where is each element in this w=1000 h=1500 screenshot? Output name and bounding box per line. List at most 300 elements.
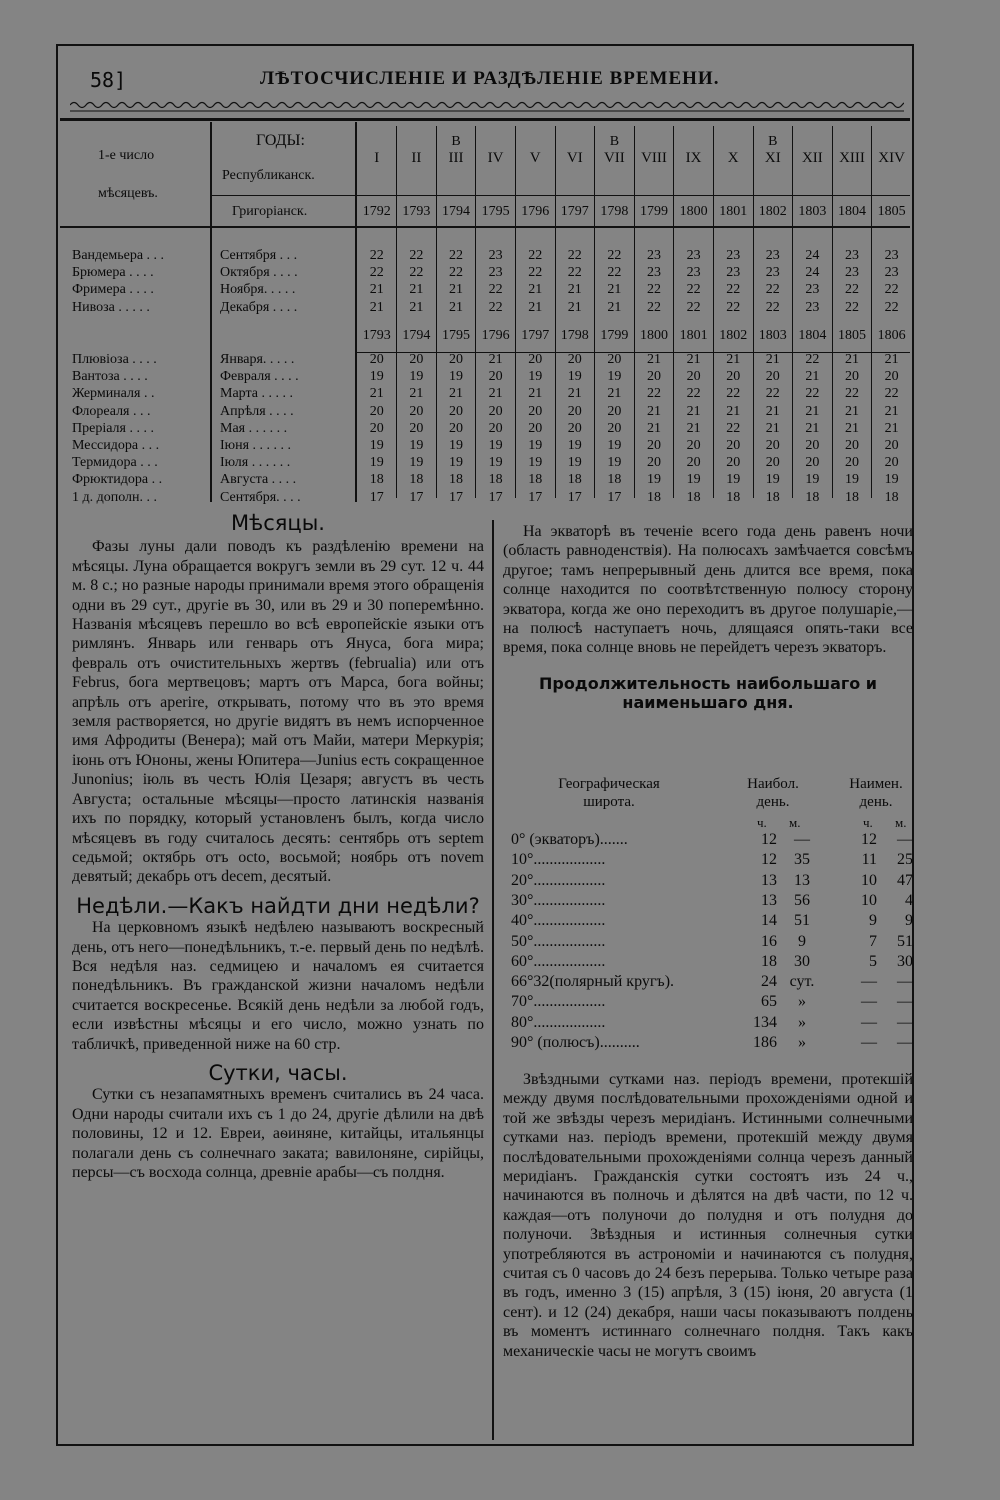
equator-paragraph: На экваторѣ въ теченіе всего года день равенъ ночи (область равноденствія). На полюсахъ замѣчается совсѣмъ другое; тамъ непрерывный день длится все время, пока солнце находится по соотвѣтственную полюсу сторону экватора, когда же оно переходитъ въ другое полушаріе,—на полюсѣ наступаетъ ночь, длящаяся опять-таки все время, пока солнце вновь не перейдетъ черезъ экваторъ. [503,523,913,657]
roman-numeral: X [727,150,739,166]
lower-date-cell: 20 [646,369,661,385]
lower-gregorian-month: Іюля . . . . . . [220,455,291,471]
lower-date-cell: 19 [369,438,384,453]
lower-date-cell: 19 [765,472,780,488]
upper-date-cell: 23 [488,248,503,263]
upper-date-cell: 23 [726,248,741,263]
year-a: 1795 [481,204,510,219]
upper-date-cell: 23 [844,248,859,263]
year-a: 1802 [758,204,787,219]
lower-date-cell: 17 [607,489,622,505]
lower-republican-month: Вантоза . . . . [72,369,148,385]
lower-date-cell: 17 [567,489,582,505]
year-a: 1799 [639,204,668,219]
lower-date-cell: 20 [686,369,701,385]
upper-gregorian-month: Ноября. . . . . [220,282,296,298]
roman-numeral: II [411,150,422,166]
lower-date-cell: 20 [369,403,384,419]
lower-date-cell: 19 [448,438,463,453]
lower-date-cell: 20 [488,403,503,419]
year-b: 1793 [362,328,391,343]
max-hours-cell: 13 [761,891,777,909]
lower-date-cell: 19 [409,455,424,471]
lower-date-cell: 20 [646,438,661,453]
right-column-top [503,522,913,712]
min-hours-cell: — [861,1013,877,1031]
upper-date-cell: 21 [409,299,424,315]
max-hours-cell: 18 [761,952,777,970]
lower-gregorian-month: Марта . . . . . [220,386,293,402]
upper-date-cell: 23 [884,265,899,281]
max-hours-cell: 16 [761,932,777,950]
lower-date-cell: 19 [448,369,463,385]
unit-hours-max: ч. [757,815,767,830]
lat-col-header: Географическая широта. [558,776,660,810]
lower-date-cell: 21 [686,403,701,419]
max-minutes-cell: » [798,1034,806,1051]
upper-date-cell: 22 [488,282,503,298]
lower-gregorian-month: Апрѣля . . . . [220,403,294,419]
lower-date-cell: 21 [488,386,503,402]
max-hours-cell: 12 [761,851,777,869]
lower-gregorian-month: Августа . . . . [220,472,297,488]
year-a: 1805 [877,204,906,219]
upper-date-cell: 23 [488,265,503,281]
max-hours-cell: 186 [753,1034,777,1051]
year-a: 1800 [679,204,708,219]
upper-date-cell: 22 [726,299,741,315]
column-divider [492,520,494,1440]
lower-date-cell: 20 [765,369,780,385]
min-hours-cell: — [861,1034,877,1051]
max-minutes-cell: сут. [789,973,815,991]
republican-label: Республиканск. [222,168,315,183]
lat-cell: 60°.................. [511,952,606,970]
weeks-paragraph: На церковномъ языкѣ недѣлею называютъ воскресный день, отъ него—понедѣльникъ, т.-е. первый день по недѣлѣ. Вся недѣля наз. седмицею и началомъ ея считается понедѣльникъ. Въ гражданской жизни началомъ недѣли считается воскресенье. Всякій день недѣли за любой годъ, если извѣстны мѣсяцы и его число, можно узнать по табличкѣ, приведенной ниже на 60 стр. [72,919,484,1053]
lower-date-cell: 20 [884,369,899,385]
min-minutes-cell: — [897,1013,913,1031]
daylength-table [503,775,913,1065]
year-a: 1793 [402,204,431,219]
min-col-header: Наимен. день. [849,776,903,810]
upper-date-cell: 23 [726,265,741,281]
lower-date-cell: 19 [448,455,463,471]
max-minutes-cell: 56 [794,891,810,909]
upper-date-cell: 22 [686,299,701,315]
lower-date-cell: 21 [884,403,899,419]
min-hours-cell: 9 [869,912,877,930]
min-minutes-cell: 51 [897,932,913,950]
unit-minutes-max: м. [789,815,801,830]
min-hours-cell: — [861,993,877,1011]
lower-date-cell: 18 [567,472,582,488]
lower-gregorian-month: Сентября. . . . [220,489,301,505]
gregorian-label: Григоріанск. [232,204,308,219]
upper-date-cell: 22 [844,299,859,315]
lower-date-cell: 20 [844,438,859,453]
lower-date-cell: 21 [567,386,582,402]
lower-date-cell: 18 [448,472,463,488]
upper-date-cell: 22 [369,265,384,281]
upper-date-cell: 21 [567,299,582,315]
months-heading: Мѣсяцы. [231,511,325,535]
upper-gregorian-month: Октября . . . . [220,265,298,281]
lower-republican-month: Фрюктидора . . [72,472,163,488]
lower-date-cell: 17 [409,489,424,505]
upper-date-cell: 22 [607,265,622,281]
lower-date-cell: 20 [488,369,503,385]
running-title: ЛѢТОСЧИСЛЕНІЕ И РАЗДѢЛЕНІЕ ВРЕМЕНИ. [260,68,720,89]
lat-cell: 40°.................. [511,912,606,930]
max-minutes-cell: — [794,831,810,848]
year-b: 1803 [758,328,787,343]
upper-date-cell: 22 [448,265,463,281]
upper-date-cell: 23 [805,282,820,298]
lower-date-cell: 20 [448,403,463,419]
lower-date-cell: 20 [369,420,384,436]
upper-date-cell: 22 [765,299,780,315]
lower-republican-month: 1 д. дополн. . . [72,489,158,505]
lower-date-cell: 18 [765,489,780,505]
lower-date-cell: 20 [448,352,463,367]
roman-numeral: I [374,150,380,166]
lower-date-cell: 17 [448,489,463,505]
min-minutes-cell: 25 [897,851,913,869]
year-a: 1798 [600,204,629,219]
lower-date-cell: 22 [726,386,741,402]
lat-cell: 66°32(полярный кругъ). [511,973,675,991]
upper-date-cell: 22 [409,265,424,281]
year-b: 1797 [521,328,550,343]
upper-date-cell: 21 [607,299,622,315]
lower-date-cell: 20 [528,403,543,419]
lower-date-cell: 19 [567,455,582,471]
corner-label-2: мѣсяцевъ. [98,186,158,201]
upper-date-cell: 22 [567,248,582,263]
max-minutes-cell: 13 [794,871,810,889]
lower-date-cell: 21 [884,420,899,436]
year-b: 1795 [441,328,470,343]
year-b: 1796 [481,328,510,343]
min-hours-cell: 10 [861,871,877,889]
table-divider-1 [210,122,212,502]
lower-date-cell: 18 [369,472,384,488]
roman-numeral: VI [566,150,583,166]
lower-date-cell: 20 [409,352,424,367]
years-label: ГОДЫ: [256,132,305,149]
lat-cell: 0° (экваторъ)....... [511,831,628,848]
lower-date-cell: 20 [765,455,780,471]
header-rule [60,226,910,228]
lower-republican-month: Преріаля . . . . [72,420,154,436]
upper-gregorian-month: Сентября . . . [220,248,298,263]
lower-date-cell: 20 [805,455,820,471]
daylength-heading: Продолжительность наибольшаго и наименьшаго дня. [538,673,878,712]
year-b: 1802 [719,328,748,343]
lower-date-cell: 20 [488,420,503,436]
lower-date-cell: 20 [646,455,661,471]
lower-date-cell: 19 [884,472,899,488]
left-column [72,511,484,1182]
year-a: 1801 [719,204,748,219]
lower-date-cell: 18 [884,489,899,505]
lower-date-cell: 20 [409,420,424,436]
lower-date-cell: 21 [765,420,780,436]
max-minutes-cell: 35 [794,851,810,869]
lower-date-cell: 22 [765,386,780,402]
lower-date-cell: 19 [646,472,661,488]
lower-date-cell: 21 [884,352,899,367]
lower-date-cell: 20 [726,369,741,385]
year-b: 1799 [600,328,629,343]
lower-date-cell: 19 [844,472,859,488]
max-hours-cell: 65 [761,993,777,1011]
lower-date-cell: 19 [409,369,424,385]
lower-date-cell: 21 [409,386,424,402]
min-minutes-cell: — [897,1034,913,1051]
lower-date-cell: 22 [646,386,661,402]
lower-date-cell: 22 [805,386,820,402]
min-hours-cell: 5 [869,952,877,970]
lower-date-cell: 21 [488,352,503,367]
lower-date-cell: 20 [805,438,820,453]
upper-republican-month: Брюмера . . . . [72,265,154,281]
lower-date-cell: 21 [765,352,780,367]
roman-numeral: III [448,150,464,166]
year-b: 1801 [679,328,708,343]
lower-date-cell: 19 [528,438,543,453]
lower-date-cell: 22 [726,420,741,436]
lower-date-cell: 20 [686,455,701,471]
lower-gregorian-month: Февраля . . . . [220,369,299,385]
upper-republican-month: Нивоза . . . . . [72,299,150,315]
min-hours-cell: 11 [861,851,877,869]
upper-gregorian-month: Декабря . . . . [220,299,298,315]
upper-date-cell: 22 [884,282,899,298]
lower-date-cell: 18 [607,472,622,488]
lower-date-cell: 20 [528,352,543,367]
lower-date-cell: 21 [844,352,859,367]
min-hours-cell: 10 [861,891,877,909]
upper-date-cell: 23 [765,248,780,263]
upper-date-cell: 22 [448,248,463,263]
upper-date-cell: 21 [448,282,463,298]
months-paragraph: Фазы луны дали поводъ къ раздѣленію времени на мѣсяцы. Луна обращается вокругъ земли въ 29 сут. 12 ч. 44 м. 8 с.; но разные народы принимали время этого обращенія одни въ 29 сут., другіе въ 30, или въ 29 и 30 поперемѣнно. Названія мѣсяцевъ перешло во всѣ европейскіе языки отъ римлянъ. Январь или генварь отъ Януса, бога мира; февраль отъ очистительныхъ жертвъ (februalia) или отъ Februs, бога мертвецовъ; мартъ отъ Марса, бога войны; апрѣль отъ aperire, открывать, потому что въ это время земля растворяется, но другіе видятъ въ немъ испорченное имя Афродиты (Венера); май отъ Майи, матери Меркурія; іюнь отъ Юноны, жены Юпитера—Junius есть сокращенное Junonius; іюль въ честь Юлія Цезаря; августъ въ честь Августа; остальные мѣсяцы—просто латинскія названія ихъ по порядку, который установленъ былъ, когда число мѣсяцевъ въ году считалось десять: сентябрь отъ septem седьмой; октябрь отъ octo, восьмой; ноябрь отъ novem девятый; декабрь отъ decem, десятый. [72,538,484,886]
lower-date-cell: 21 [646,352,661,367]
min-hours-cell: — [861,973,877,991]
lower-date-cell: 19 [607,438,622,453]
lower-date-cell: 22 [884,386,899,402]
unit-minutes-min: м. [895,815,907,830]
lower-date-cell: 20 [607,403,622,419]
year-b: 1804 [798,328,827,343]
upper-date-cell: 24 [805,248,820,263]
upper-republican-month: Вандемьера . . . [72,248,165,263]
lower-date-cell: 21 [369,386,384,402]
lower-date-cell: 21 [726,352,741,367]
lower-date-cell: 21 [646,403,661,419]
lat-cell: 70°.................. [511,993,606,1011]
corner-label-1: 1-е число [98,148,155,163]
lower-date-cell: 18 [844,489,859,505]
table-top-rule [60,118,910,121]
republican-rule [210,195,910,196]
lower-date-cell: 19 [607,369,622,385]
min-hours-cell: 12 [861,831,877,848]
lower-date-cell: 21 [528,386,543,402]
lower-date-cell: 21 [646,420,661,436]
lower-date-cell: 19 [488,438,503,453]
lower-date-cell: 20 [884,455,899,471]
lower-gregorian-month: Іюня . . . . . . [220,438,292,453]
lower-date-cell: 20 [567,403,582,419]
wavy-rule [70,98,904,112]
lower-date-cell: 20 [765,438,780,453]
lower-date-cell: 18 [528,472,543,488]
roman-numeral: VII [603,150,625,166]
upper-date-cell: 21 [607,282,622,298]
lower-date-cell: 22 [686,386,701,402]
lower-date-cell: 19 [726,472,741,488]
days-heading: Сутки, часы. [208,1060,348,1085]
lower-date-cell: 20 [567,420,582,436]
lower-date-cell: 21 [765,403,780,419]
lower-date-cell: 18 [726,489,741,505]
min-minutes-cell: — [897,993,913,1011]
lower-date-cell: 21 [844,420,859,436]
upper-date-cell: 22 [528,265,543,281]
lower-date-cell: 20 [884,438,899,453]
upper-date-cell: 21 [528,282,543,298]
lower-date-cell: 19 [567,438,582,453]
year-b: 1800 [639,328,668,343]
lower-date-cell: 19 [369,455,384,471]
year-a: 1794 [441,204,470,219]
calendar-table [60,118,910,508]
max-hours-cell: 134 [753,1013,777,1031]
sidereal-paragraph: Звѣздными сутками наз. періодъ времени, протекшій между двумя послѣдовательными прохожденіями одной и той же звѣзды черезъ меридіанъ. Истинными солнечными сутками наз. періодъ времени, протекшій между двумя послѣдовательными прохожденіями солнца черезъ данный меридіанъ. Гражданскія сутки состоятъ изъ 24 ч., начинаются въ полночь и дѣлятся на двѣ части, по 12 ч. каждая—отъ полуночи до полудня и отъ полудня до полуночи. Звѣздныя и истинныя солнечныя сутки употребляются въ астрономіи и начинаются съ полудня, считая съ 0 часовъ до 24 безъ перерыва. Только четыре раза въ годъ, именно 3 (15) апрѣля, 3 (15) іюня, 20 августа (1 сент). и 12 (24) декабря, наши часы показываютъ полдень въ моментъ истиннаго солнечнаго полдня. Такъ какъ механическіе часы не могутъ своимъ [503,1071,913,1360]
roman-numeral: XII [801,150,823,166]
min-minutes-cell: 4 [905,891,913,909]
year-a: 1792 [362,204,391,219]
lower-date-cell: 21 [726,403,741,419]
lat-cell: 90° (полюсъ).......... [511,1034,640,1051]
year-b: 1806 [877,328,906,343]
upper-date-cell: 21 [369,299,384,315]
days-paragraph: Сутки съ незапамятныхъ временъ считались въ 24 часа. Одни народы считали ихъ съ 1 до 24, другіе дѣлили на двѣ половины, 12 и 12. Евреи, аѳиняне, китайцы, итальянцы полагали день съ солнечнаго заката; вавилоняне, сирійцы, персы—съ восхода солнца, древніе арабы—съ полдня. [72,1086,484,1181]
lower-date-cell: 20 [409,403,424,419]
upper-date-cell: 23 [646,248,661,263]
roman-numeral: V [529,150,541,166]
max-minutes-cell: 30 [794,952,810,970]
leap-mark: В [609,134,620,149]
lat-cell: 80°.................. [511,1013,606,1031]
upper-date-cell: 24 [805,265,820,281]
lower-date-cell: 21 [805,420,820,436]
lower-date-cell: 17 [528,489,543,505]
min-minutes-cell: 47 [897,871,913,889]
lat-cell: 50°.................. [511,932,606,950]
lower-republican-month: Мессидора . . . [72,438,160,453]
lower-date-cell: 20 [607,420,622,436]
lat-cell: 30°.................. [511,891,606,909]
upper-date-cell: 22 [686,282,701,298]
lower-date-cell: 19 [528,455,543,471]
upper-date-cell: 23 [805,299,820,315]
year-b: 1798 [560,328,589,343]
lower-date-cell: 19 [805,472,820,488]
max-minutes-cell: » [798,1013,806,1031]
max-hours-cell: 13 [761,871,777,889]
roman-numeral: IV [487,150,504,166]
unit-hours-min: ч. [863,815,873,830]
upper-date-cell: 23 [686,265,701,281]
upper-date-cell: 21 [369,282,384,298]
max-hours-cell: 14 [761,912,777,930]
upper-date-cell: 23 [765,265,780,281]
lower-date-cell: 21 [448,386,463,402]
min-minutes-cell: — [897,831,913,848]
lower-date-cell: 20 [369,352,384,367]
lower-date-cell: 18 [686,489,701,505]
max-minutes-cell: 51 [794,912,810,930]
lat-cell: 20°.................. [511,871,606,889]
lower-date-cell: 20 [844,369,859,385]
lat-cell: 10°.................. [511,851,606,869]
lower-date-cell: 19 [607,455,622,471]
min-minutes-cell: — [897,973,913,991]
leap-mark: В [768,134,778,149]
lower-date-cell: 18 [488,472,503,488]
lower-date-cell: 21 [844,403,859,419]
upper-republican-month: Фримера . . . . [72,282,154,298]
lower-date-cell: 20 [844,455,859,471]
upper-date-cell: 23 [646,265,661,281]
lower-date-cell: 19 [528,369,543,385]
upper-date-cell: 22 [646,282,661,298]
lower-date-cell: 18 [805,489,820,505]
year-b: 1794 [402,328,431,343]
right-column-bottom [503,1070,913,1361]
upper-date-cell: 22 [607,248,622,263]
year-a: 1804 [837,204,866,219]
min-minutes-cell: 9 [905,912,913,930]
max-col-header: Наибол. день. [747,776,799,810]
upper-date-cell: 22 [765,282,780,298]
lower-date-cell: 19 [686,472,701,488]
min-minutes-cell: 30 [897,952,913,970]
lower-date-cell: 21 [686,420,701,436]
year-a: 1797 [560,204,589,219]
lower-date-cell: 20 [726,455,741,471]
roman-numeral: XI [764,150,781,166]
lower-date-cell: 21 [607,386,622,402]
lower-date-cell: 19 [369,369,384,385]
lower-republican-month: Термидора . . . [72,455,158,471]
roman-numeral: XIV [878,150,905,166]
lower-date-cell: 22 [844,386,859,402]
lower-date-cell: 20 [567,352,582,367]
max-hours-cell: 24 [761,973,777,991]
lower-date-cell: 21 [805,369,820,385]
upper-date-cell: 22 [844,282,859,298]
min-hours-cell: 7 [869,932,877,950]
lower-gregorian-month: Мая . . . . . . [220,420,288,436]
max-minutes-cell: » [798,993,806,1011]
upper-date-cell: 21 [567,282,582,298]
upper-date-cell: 22 [528,248,543,263]
lower-republican-month: Плювіоза . . . . [72,352,157,367]
